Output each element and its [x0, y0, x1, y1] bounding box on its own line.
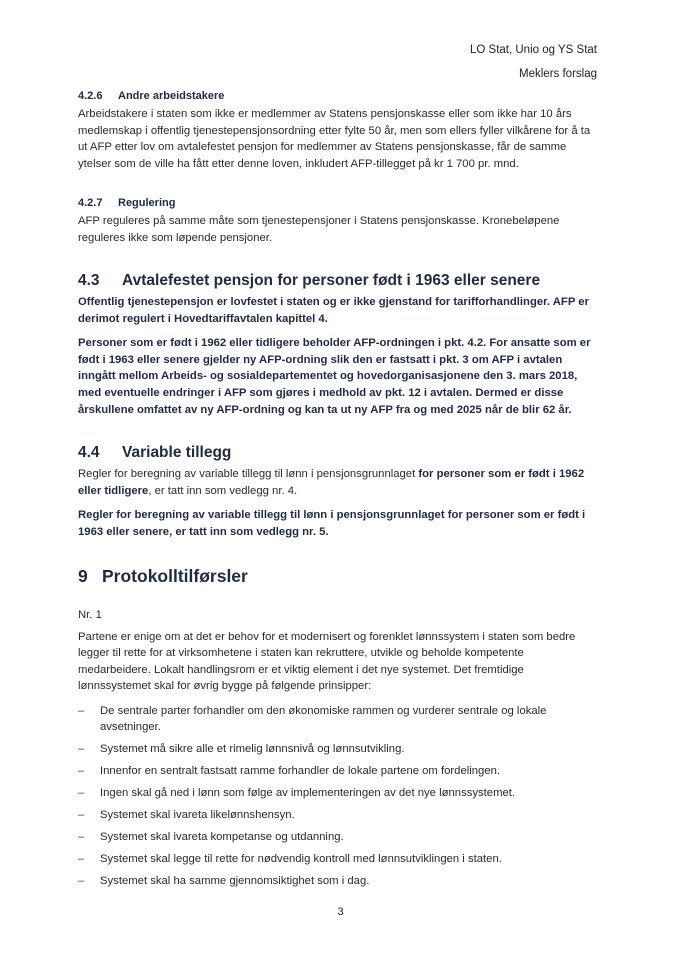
section-body: Arbeidstakere i staten som ikke er medlemmer av Statens pensjonskasse eller som ikke har 10 års medlemskap i offentlig tjenestepensjonsordning etter fylte 50 år, men som ellers fyller vilkårene for å ta ut AFP etter lov om avtalefestet pensjon for medlemmer av Statens pensjonskasse, får de samme ytelser som de ville ha fått etter denne loven, inkludert AFP-tillegget på kr 1 700 pr. mnd. [78, 108, 591, 170]
principle-item [78, 807, 598, 823]
section-number: 4.3 [78, 272, 100, 289]
section-title: Avtalefestet pensjon for personer født i 1963 eller senere [122, 272, 541, 289]
chapter-heading [78, 566, 598, 587]
principle-item [78, 763, 598, 779]
header-subtitle: Meklers forslag [519, 68, 597, 80]
section-title: Variable tillegg [122, 444, 232, 461]
section-paragraph-1 [78, 466, 598, 499]
section-body: AFP reguleres på samme måte som tjenestepensjoner i Statens pensjonskasse. Kronebeløpene reguleres ikke som løpende pensjoner. [78, 215, 560, 244]
principle-text: Systemet skal ivareta likelønnshensyn. [100, 808, 295, 821]
principle-text: De sentrale parter forhandler om den økonomiske rammen og vurderer sentrale og lokale avsetninger. [100, 704, 547, 733]
principle-item [78, 851, 598, 867]
principle-text: Innenfor en sentralt fastsatt ramme forhandler de lokale partene om fordelingen. [100, 764, 501, 777]
principle-text: Systemet skal ivareta kompetanse og utdanning. [100, 830, 344, 843]
dash-bullet: – [78, 830, 85, 843]
chapter-title: Protokolltilførsler [102, 566, 248, 586]
chapter-number: 9 [78, 566, 88, 586]
section-4-4 [78, 444, 598, 540]
principle-text: Ingen skal gå ned i lønn som følge av implementeringen av det nye lønnssystemet. [100, 786, 516, 799]
section-paragraph-2: Regler for beregning av variable tillegg til lønn i pensjonsgrunnlaget for personer som er født i 1963 eller senere, er tatt inn som vedlegg nr. 5. [78, 509, 586, 538]
section-number: 4.2.7 [78, 197, 103, 209]
dash-bullet: – [78, 742, 85, 755]
section-number: 4.4 [78, 444, 100, 461]
dash-bullet: – [78, 852, 85, 865]
section-title: Regulering [118, 197, 176, 209]
section-heading [78, 272, 598, 290]
section-4-2-6 [78, 90, 598, 172]
protocol-number: Nr. 1 [78, 609, 102, 621]
section-paragraph-2: Personer som er født i 1962 eller tidligere beholder AFP-ordningen i pkt. 4.2. For ansatte som er født i 1963 eller senere gjelder ny AFP-ordning slik den er fastsatt i pkt. 3 om AFP i avtalen inngått mellom Arbeids- og sosialdepartementet og hovedorganisasjonene den 3. mars 2018, med eventuelle endringer i AFP som gjøres i medhold av pkt. 12 i avtalen. Dermed er disse årskullene omfattet av ny AFP-ordning og kan ta ut ny AFP fra og med 2025 når de blir 62 år. [78, 337, 591, 416]
dash-bullet: – [78, 808, 85, 821]
paragraph-text: Regler for beregning av variable tillegg til lønn i pensjonsgrunnlaget [78, 468, 419, 480]
principle-item [78, 829, 598, 845]
paragraph-bold-text: for personer som er født i 1962 eller tidligere [78, 468, 585, 497]
principle-text: Systemet må sikre alle et rimelig lønnsnivå og lønnsutvikling. [100, 742, 405, 755]
section-number: 4.2.6 [78, 90, 103, 102]
principles-list [78, 703, 598, 889]
header-org: LO Stat, Unio og YS Stat [470, 44, 597, 56]
dash-bullet: – [78, 704, 85, 717]
principle-item [78, 785, 598, 801]
paragraph-text-end: , er tatt inn som vedlegg nr. 4. [148, 484, 298, 497]
section-title: Andre arbeidstakere [118, 90, 225, 102]
dash-bullet: – [78, 786, 85, 799]
principle-item [78, 703, 598, 735]
principle-item [78, 741, 598, 757]
principle-item [78, 873, 598, 889]
protocol-intro: Partene er enige om at det er behov for et modernisert og forenklet lønnssystem i staten som bedre legger til rette for at virksomhetene i staten kan rekruttere, utvikle og beholde kompetente medarbeidere. Lokalt handlingsrom er et viktig element i det nye systemet. Det fremtidige lønnssystemet skal for øvrig bygge på følgende prinsipper: [78, 630, 576, 693]
principle-text: Systemet skal ha samme gjennomsiktighet som i dag. [100, 874, 370, 887]
section-heading [78, 197, 598, 209]
dash-bullet: – [78, 874, 85, 887]
dash-bullet: – [78, 764, 85, 777]
page-number: 3 [337, 906, 344, 918]
section-heading [78, 444, 598, 462]
section-paragraph-1: Offentlig tjenestepensjon er lovfestet i staten og er ikke gjenstand for tarifforhandlinger. AFP er derimot regulert i Hovedtariffavtalen kapittel 4. [78, 296, 589, 325]
section-9 [78, 566, 598, 889]
section-4-2-7 [78, 197, 598, 246]
principle-text: Systemet skal legge til rette for nødvendig kontroll med lønnsutviklingen i staten. [100, 852, 502, 865]
section-heading [78, 90, 598, 102]
section-4-3 [78, 272, 598, 418]
